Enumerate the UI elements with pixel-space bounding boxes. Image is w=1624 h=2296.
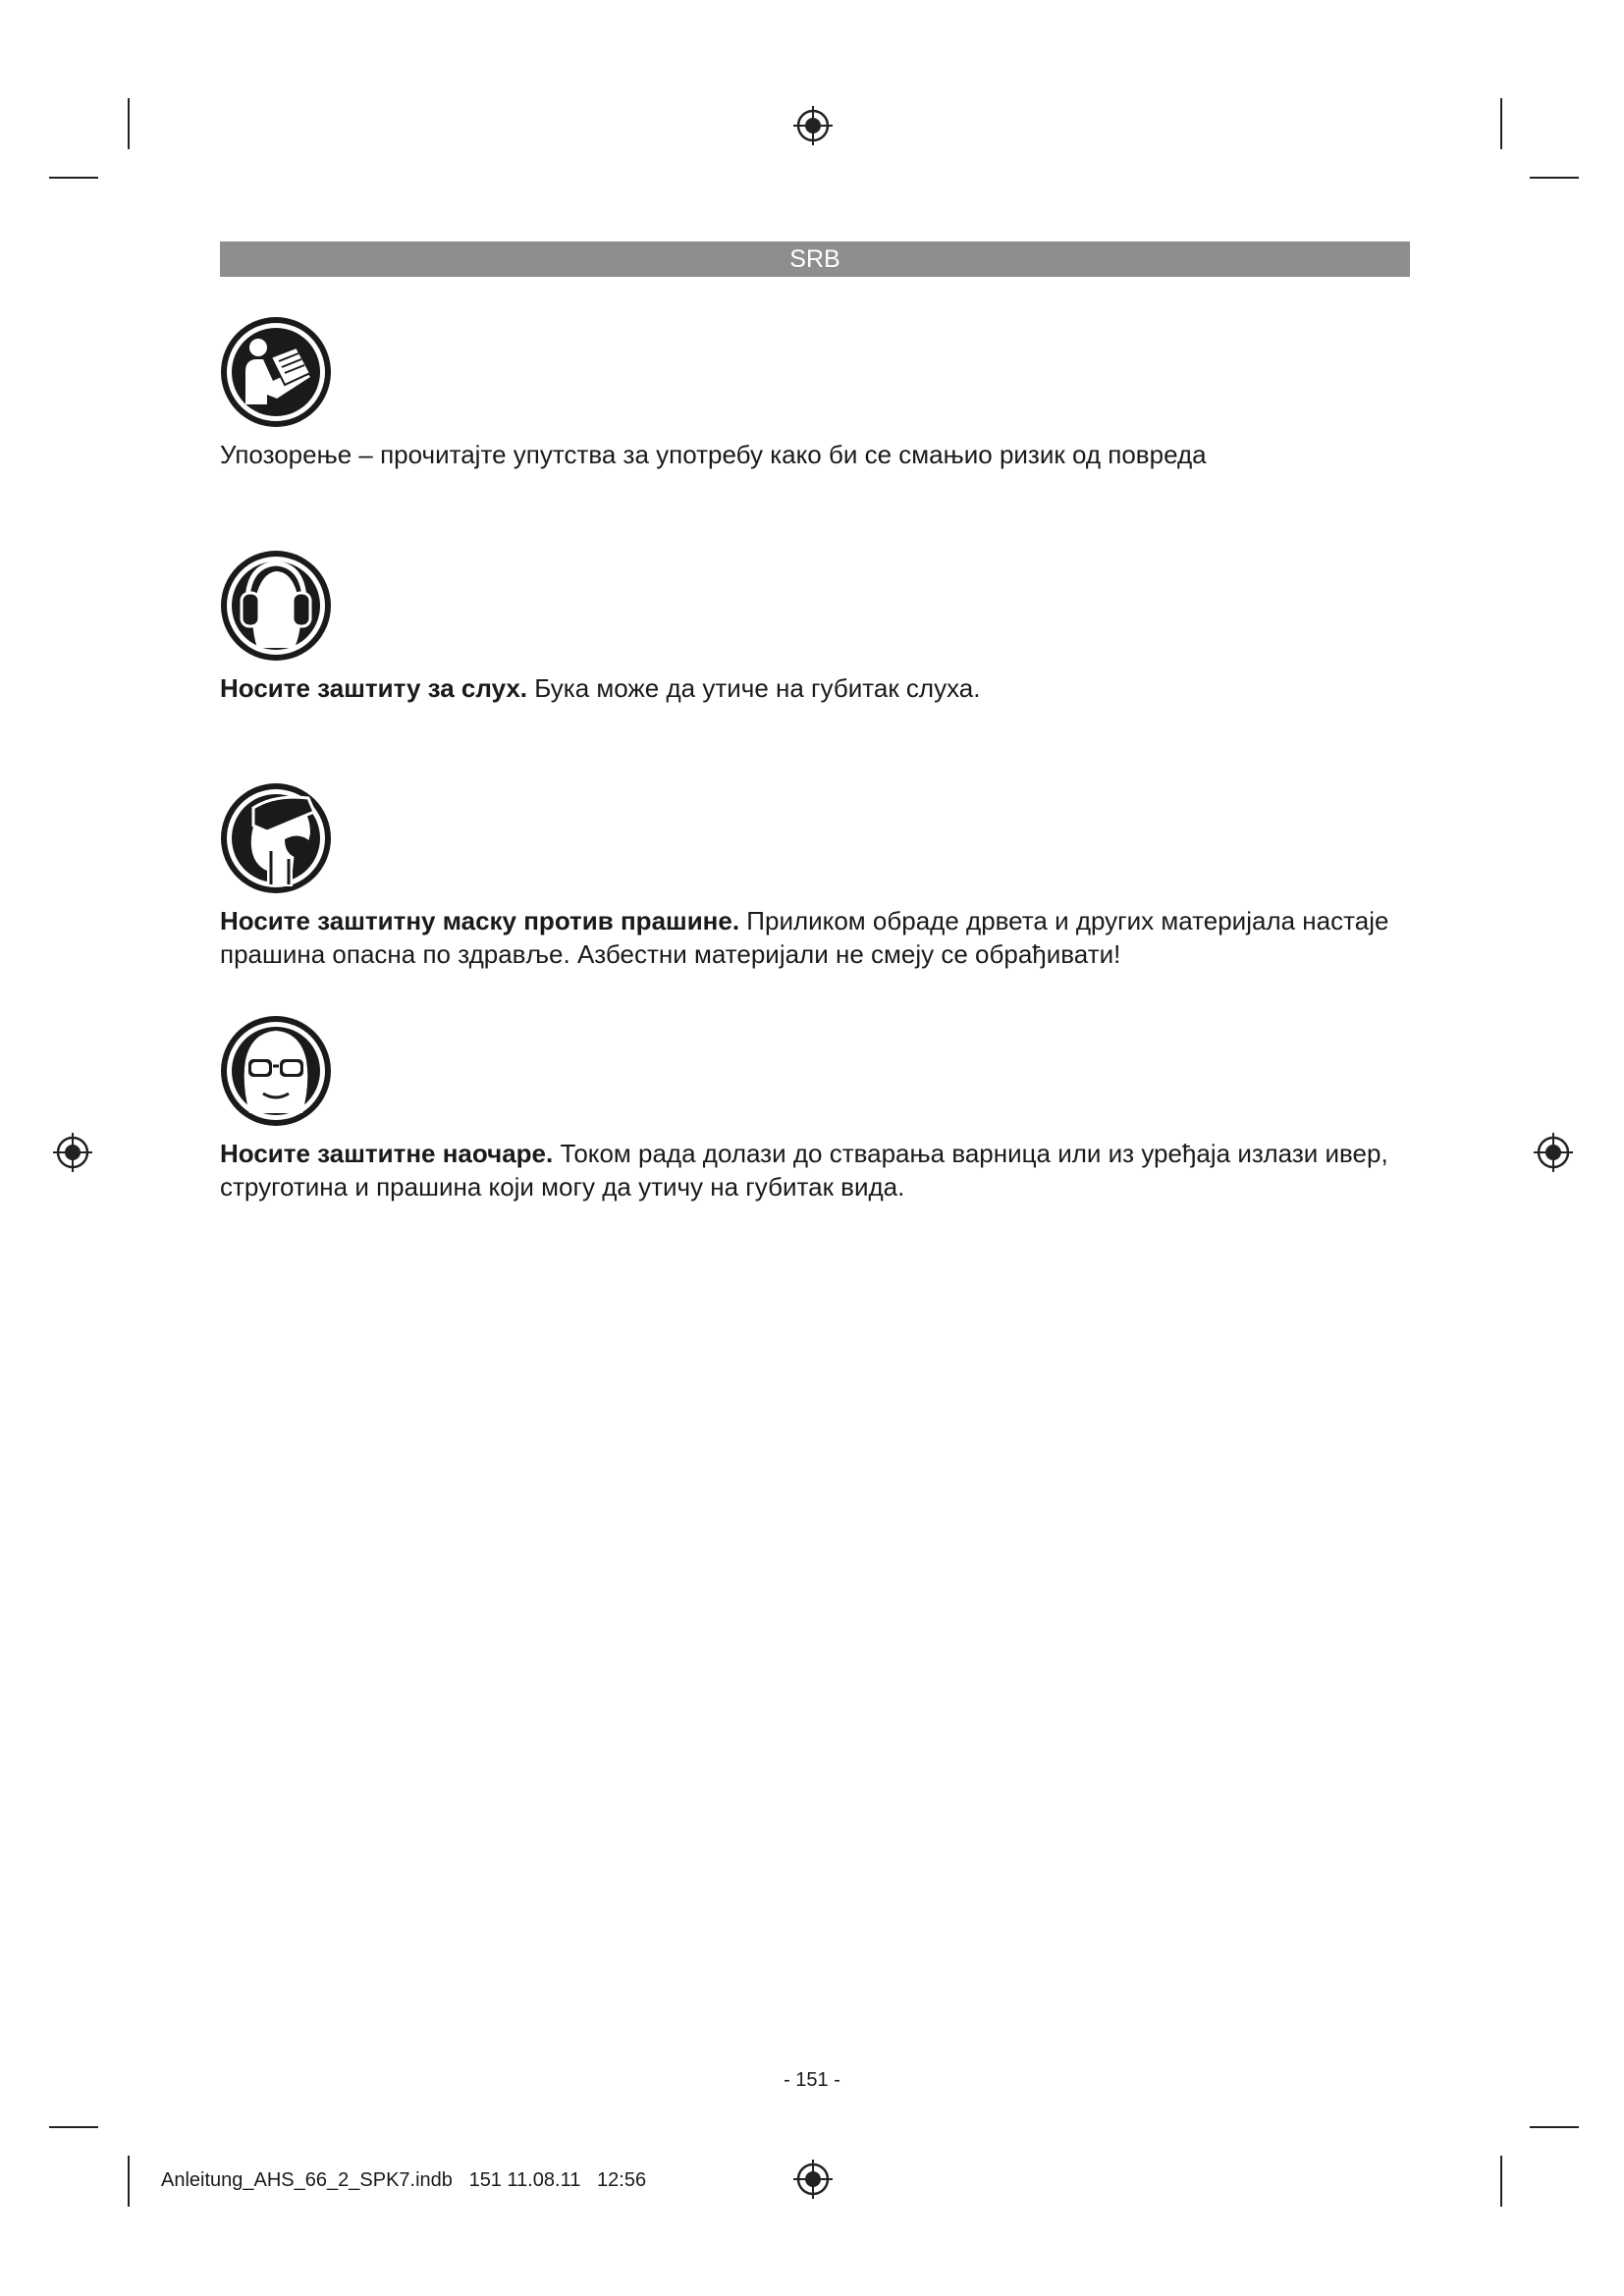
crop-mark xyxy=(1530,2126,1579,2128)
hearing-protection-section xyxy=(220,550,1418,705)
crop-mark xyxy=(1500,98,1502,149)
registration-mark-icon xyxy=(53,1133,92,1172)
warning-read-manual-section xyxy=(220,316,1418,471)
registration-mark-icon xyxy=(793,2160,833,2199)
language-code: SRB xyxy=(789,245,840,273)
safety-goggles-section xyxy=(220,1015,1418,1203)
crop-mark xyxy=(128,98,130,149)
section-bold-text: Носите заштиту за слух. xyxy=(220,673,528,703)
crop-mark xyxy=(49,2126,98,2128)
section-bold-text: Носите заштитне наочаре. xyxy=(220,1139,554,1168)
dust-mask-icon xyxy=(220,782,332,894)
section-body-text: Бука може да утиче на губитак слуха. xyxy=(527,673,981,703)
crop-mark xyxy=(1500,2156,1502,2207)
registration-mark-icon xyxy=(1534,1133,1573,1172)
crop-mark xyxy=(49,177,98,179)
section-body-text: Приликом обраде дрвета и других материјала настаје прашина опасна по здравље. Азбестни материјали не смеју се обрађивати! xyxy=(220,906,1389,969)
page-number: - 151 - xyxy=(784,2069,840,2091)
registration-mark-icon xyxy=(793,106,833,145)
section-text xyxy=(220,671,1418,705)
language-header-bar xyxy=(220,241,1410,277)
safety-goggles-icon xyxy=(220,1015,332,1127)
dust-mask-section xyxy=(220,782,1418,971)
footer-file-info: Anleitung_AHS_66_2_SPK7.indb 151 11.08.11 12:56 xyxy=(161,2169,647,2191)
section-text xyxy=(220,904,1418,971)
section-body-text: Током рада долази до стварања варница или из уређаја излази ивер, струготина и прашина који могу да утичу на губитак вида. xyxy=(220,1139,1388,1201)
section-bold-text: Носите заштитну маску против прашине. xyxy=(220,906,740,935)
section-text xyxy=(220,1137,1418,1203)
crop-mark xyxy=(1530,177,1579,179)
hearing-protection-icon xyxy=(220,550,332,662)
section-body-text: Упозорење – прочитајте упутства за употребу како би се смањио ризик од повреда xyxy=(220,440,1207,469)
section-text xyxy=(220,438,1418,471)
crop-mark xyxy=(128,2156,130,2207)
read-manual-icon xyxy=(220,316,332,428)
